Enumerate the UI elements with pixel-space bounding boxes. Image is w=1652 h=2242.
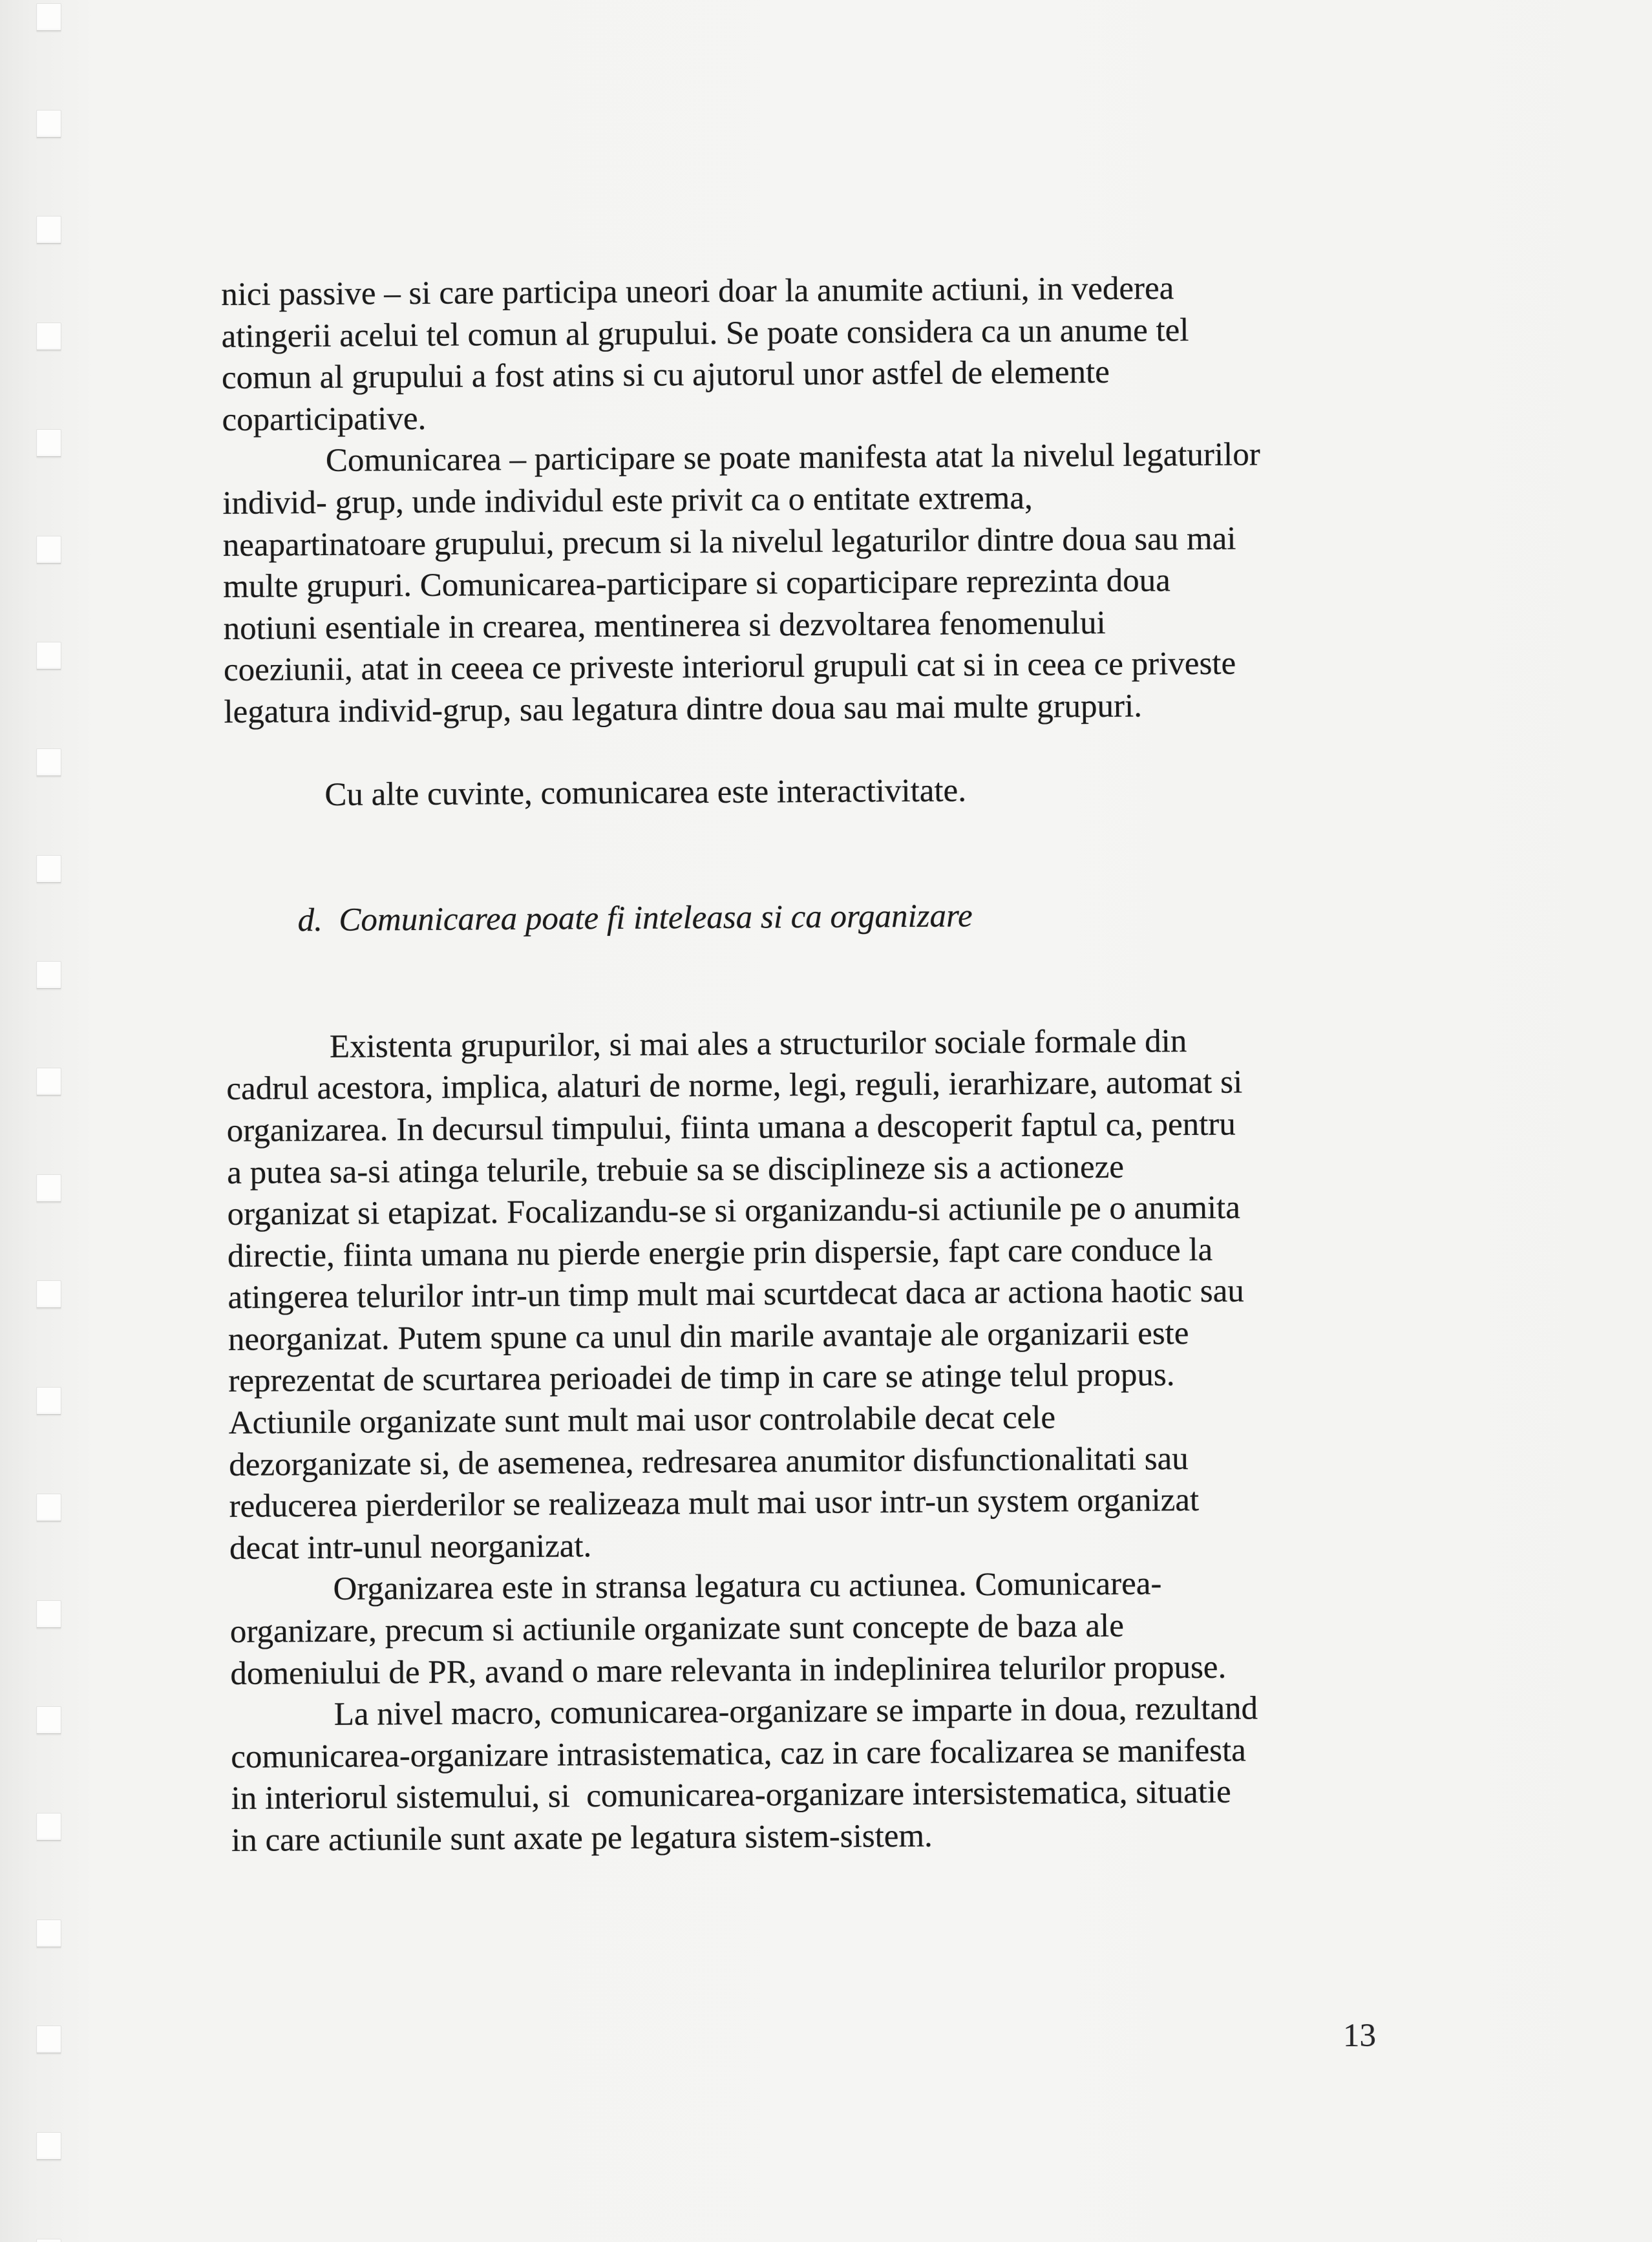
- binding-hole: [36, 323, 61, 350]
- binding-hole: [36, 855, 61, 883]
- paragraph-nivel-macro: La nivel macro, comunicarea-organizare se imparte in doua, rezultand comunicarea-organizare intrasistematica, caz in care focalizarea se manifesta in interiorul sistemului, si comunicarea-organizare intersistematica, situatie in care actiunile sunt axate pe legatura sistem-sistem.: [231, 1690, 1258, 1859]
- binding-holes-column: [0, 0, 97, 2242]
- binding-hole: [36, 961, 61, 989]
- binding-hole: [36, 1706, 61, 1734]
- binding-hole: [36, 110, 61, 138]
- binding-hole: [36, 2025, 61, 2053]
- section-heading-d-organizare: d. Comunicarea poate fi inteleasa si ca organizare: [297, 898, 973, 939]
- binding-hole: [36, 1600, 61, 1628]
- binding-hole: [36, 1174, 61, 1202]
- page-number: 13: [1343, 2018, 1376, 2054]
- binding-hole: [36, 2132, 61, 2160]
- binding-hole: [36, 429, 61, 457]
- binding-hole: [36, 216, 61, 244]
- binding-hole: [36, 642, 61, 670]
- paragraph-comunicarea-participare: Comunicarea – participare se poate manifesta atat la nivelul legaturilor individ- grup, unde individul este privit ca o entitate extrema, neapartinatoare grupului, precum si la nivelul legaturilor dintre doua sau mai multe grupuri. Comunicarea-participare si coparticipare reprezinta doua notiuni esentiale in crearea, mentinerea si dezvoltarea fenomenului coeziunii, atat in ceeea ce priveste interiorul grupuli cat si in ceea ce priveste legatura individ-grup, sau legatura dintre doua sau mai multe grupuri.: [222, 436, 1260, 730]
- paragraph-continued-from-previous-page: nici passive – si care participa uneori doar la anumite actiuni, in vederea atingerii acelui tel comun al grupului. Se poate considera ca un anume tel comun al grupului a fost atins si cu ajutorul unor astfel de elemente coparticipative.: [221, 270, 1189, 438]
- binding-hole: [36, 2239, 61, 2242]
- binding-hole: [36, 3, 61, 31]
- document-text-block: [221, 266, 1414, 1862]
- binding-hole: [36, 1919, 61, 1947]
- binding-hole: [36, 1813, 61, 1841]
- binding-hole: [36, 536, 61, 564]
- emphasis-sentence-interactivitate: Cu alte cuvinte, comunicarea este interactivitate.: [324, 772, 967, 813]
- binding-hole: [36, 748, 61, 776]
- paragraph-organizarea-actiunea: Organizarea este in stransa legatura cu actiunea. Comunicarea- organizare, precum si actiunile organizate sunt concepte de baza ale domeniului de PR, avand o mare relevanta in indeplinirea telurilor propuse.: [229, 1565, 1227, 1692]
- binding-hole: [36, 1494, 61, 1521]
- binding-hole: [36, 1387, 61, 1415]
- paragraph-existenta-grupurilor: Existenta grupurilor, si mai ales a structurilor sociale formale din cadrul acestora, implica, alaturi de norme, legi, reguli, ierarhizare, automat si organizarea. In decursul timpului, fiinta umana a descoperit faptul ca, pentru a putea sa-si atinga telurile, trebuie sa se disciplineze sis a actioneze organizat si etapizat. Focalizandu-se si organizandu-si actiunile pe o anumita directie, fiinta umana nu pierde energie prin dispersie, fapt care conduce la atingerea telurilor intr-un timp mult mai scurtdecat daca ar actiona haotic sau neorganizat. Putem spune ca unul din marile avantaje ale organizarii este reprezentat de scurtarea perioadei de timp in care se atinge telul propus. Actiunile organizate sunt mult mai usor controlabile decat cele dezorganizate si, de asemenea, redresarea anumitor disfunctionalitati sau reducerea pierderilor se realizeaza mult mai usor intr-un system organizat decat intr-unul neorganizat.: [226, 1022, 1244, 1567]
- binding-hole: [36, 1280, 61, 1308]
- binding-hole: [36, 1068, 61, 1095]
